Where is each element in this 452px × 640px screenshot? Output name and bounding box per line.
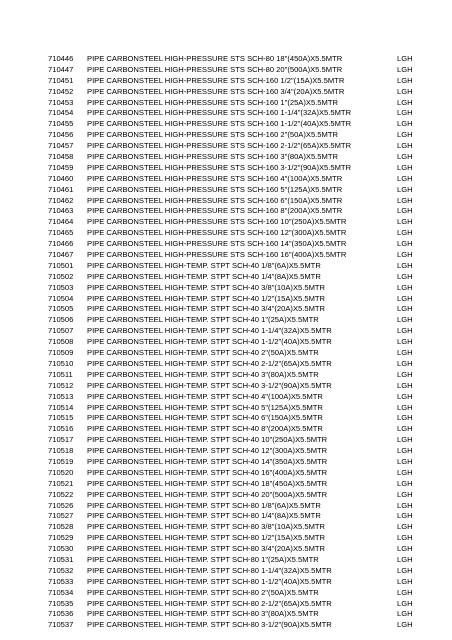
list-row: [0, 359, 452, 370]
list-row: [0, 54, 452, 65]
list-row: [0, 577, 452, 588]
item-unit: LGH: [397, 576, 413, 586]
list-row: [0, 609, 452, 620]
item-unit: LGH: [397, 587, 413, 597]
list-row: [0, 348, 452, 359]
list-row: [0, 522, 452, 533]
item-unit: LGH: [397, 380, 413, 390]
item-unit: LGH: [397, 511, 413, 521]
list-row: [0, 457, 452, 468]
item-unit: LGH: [397, 413, 413, 423]
list-row: [0, 163, 452, 174]
item-description: PIPE CARBONSTEEL HIGH-TEMP. STPT SCH-40 1/4"(8A)X5.5MTR: [87, 271, 321, 281]
item-description: PIPE CARBONSTEEL HIGH-TEMP. STPT SCH-40 3/8"(10A)X5.5MTR: [87, 282, 326, 292]
item-description: PIPE CARBONSTEEL HIGH-TEMP. STPT SCH-80 3/4"(20A)X5.5MTR: [87, 544, 326, 554]
item-description: PIPE CARBONSTEEL HIGH-TEMP. STPT SCH-40 12"(300A)X5.5MTR: [87, 446, 328, 456]
item-description: PIPE CARBONSTEEL HIGH-TEMP. STPT SCH-80 3-1/2"(90A)X5.5MTR: [87, 620, 332, 630]
item-code: 710457: [48, 141, 74, 151]
item-code: 710520: [48, 467, 74, 477]
item-unit: LGH: [397, 315, 413, 325]
list-row: [0, 239, 452, 250]
item-code: 710513: [48, 391, 74, 401]
item-code: 710461: [48, 184, 74, 194]
item-unit: LGH: [397, 609, 413, 619]
list-row: [0, 620, 452, 631]
list-row: [0, 370, 452, 381]
list-row: [0, 490, 452, 501]
item-description: PIPE CARBONSTEEL HIGH-TEMP. STPT SCH-40 8"(200A)X5.5MTR: [87, 424, 323, 434]
item-code: 710526: [48, 500, 74, 510]
item-code: 710537: [48, 620, 74, 630]
item-code: 710453: [48, 97, 74, 107]
item-code: 710532: [48, 565, 74, 575]
list-row: [0, 108, 452, 119]
list-row: [0, 250, 452, 261]
item-description: PIPE CARBONSTEEL HIGH-TEMP. STPT SCH-80 1/8"(6A)X5.5MTR: [87, 500, 321, 510]
item-description: PIPE CARBONSTEEL HIGH-TEMP. STPT SCH-40 1"(25A)X5.5MTR: [87, 315, 319, 325]
item-code: 710467: [48, 250, 74, 260]
item-description: PIPE CARBONSTEEL HIGH-PRESSURE STS SCH-160 1-1/4"(32A)X5.5MTR: [87, 108, 352, 118]
item-code: 710517: [48, 435, 74, 445]
item-unit: LGH: [397, 250, 413, 260]
item-unit: LGH: [397, 152, 413, 162]
item-code: 710504: [48, 293, 74, 303]
item-code: 710464: [48, 217, 74, 227]
item-unit: LGH: [397, 348, 413, 358]
list-row: [0, 87, 452, 98]
item-description: PIPE CARBONSTEEL HIGH-PRESSURE STS SCH-160 10"(250A)X5.5MTR: [87, 217, 347, 227]
item-code: 710534: [48, 587, 74, 597]
item-unit: LGH: [397, 282, 413, 292]
item-description: PIPE CARBONSTEEL HIGH-PRESSURE STS SCH-160 2-1/2"(65A)X5.5MTR: [87, 141, 352, 151]
item-code: 710459: [48, 162, 74, 172]
item-description: PIPE CARBONSTEEL HIGH-TEMP. STPT SCH-40 1/8"(6A)X5.5MTR: [87, 260, 321, 270]
list-row: [0, 446, 452, 457]
list-row: [0, 424, 452, 435]
item-unit: LGH: [397, 162, 413, 172]
item-unit: LGH: [397, 195, 413, 205]
list-row: [0, 435, 452, 446]
item-description: PIPE CARBONSTEEL HIGH-PRESSURE STS SCH-160 8"(200A)X5.5MTR: [87, 206, 343, 216]
list-row: [0, 392, 452, 403]
item-unit: LGH: [397, 337, 413, 347]
item-description: PIPE CARBONSTEEL HIGH-PRESSURE STS SCH-160 1"(25A)X5.5MTR: [87, 97, 338, 107]
item-unit: LGH: [397, 565, 413, 575]
list-row: [0, 65, 452, 76]
item-code: 710503: [48, 282, 74, 292]
list-row: [0, 185, 452, 196]
item-code: 710447: [48, 64, 74, 74]
item-code: 710508: [48, 337, 74, 347]
item-unit: LGH: [397, 184, 413, 194]
item-description: PIPE CARBONSTEEL HIGH-TEMP. STPT SCH-80 1"(25A)X5.5MTR: [87, 554, 319, 564]
list-row: [0, 119, 452, 130]
item-description: PIPE CARBONSTEEL HIGH-TEMP. STPT SCH-40 1/2"(15A)X5.5MTR: [87, 293, 326, 303]
item-code: 710510: [48, 358, 74, 368]
item-code: 710451: [48, 75, 74, 85]
item-unit: LGH: [397, 598, 413, 608]
item-unit: LGH: [397, 141, 413, 151]
item-unit: LGH: [397, 391, 413, 401]
item-code: 710511: [48, 369, 73, 379]
item-unit: LGH: [397, 358, 413, 368]
item-unit: LGH: [397, 489, 413, 499]
item-code: 710509: [48, 348, 74, 358]
item-description: PIPE CARBONSTEEL HIGH-TEMP. STPT SCH-40 3/4"(20A)X5.5MTR: [87, 304, 326, 314]
item-description: PIPE CARBONSTEEL HIGH-TEMP. STPT SCH-40 14"(350A)X5.5MTR: [87, 456, 328, 466]
item-code: 710466: [48, 239, 74, 249]
item-code: 710456: [48, 130, 74, 140]
item-description: PIPE CARBONSTEEL HIGH-TEMP. STPT SCH-40 4"(100A)X5.5MTR: [87, 391, 323, 401]
item-code: 710519: [48, 456, 74, 466]
item-description: PIPE CARBONSTEEL HIGH-PRESSURE STS SCH-160 3"(80A)X5.5MTR: [87, 152, 338, 162]
item-unit: LGH: [397, 435, 413, 445]
item-unit: LGH: [397, 130, 413, 140]
item-code: 710521: [48, 478, 74, 488]
list-row: [0, 566, 452, 577]
list-row: [0, 599, 452, 610]
item-unit: LGH: [397, 97, 413, 107]
item-code: 710452: [48, 86, 74, 96]
list-row: [0, 479, 452, 490]
item-description: PIPE CARBONSTEEL HIGH-TEMP. STPT SCH-40 3-1/2"(90A)X5.5MTR: [87, 380, 332, 390]
list-row: [0, 283, 452, 294]
item-unit: LGH: [397, 554, 413, 564]
list-row: [0, 141, 452, 152]
item-code: 710516: [48, 424, 74, 434]
item-description: PIPE CARBONSTEEL HIGH-TEMP. STPT SCH-40 2-1/2"(65A)X5.5MTR: [87, 358, 332, 368]
item-unit: LGH: [397, 446, 413, 456]
list-row: [0, 588, 452, 599]
item-code: 710518: [48, 446, 74, 456]
item-unit: LGH: [397, 206, 413, 216]
list-row: [0, 468, 452, 479]
item-unit: LGH: [397, 522, 413, 532]
item-description: PIPE CARBONSTEEL HIGH-TEMP. STPT SCH-80 3/8"(10A)X5.5MTR: [87, 522, 326, 532]
item-code: 710515: [48, 413, 74, 423]
item-unit: LGH: [397, 239, 413, 249]
list-row: [0, 152, 452, 163]
item-code: 710463: [48, 206, 74, 216]
item-unit: LGH: [397, 478, 413, 488]
item-unit: LGH: [397, 260, 413, 270]
item-code: 710527: [48, 511, 74, 521]
item-description: PIPE CARBONSTEEL HIGH-PRESSURE STS SCH-80 18"(450A)X5.5MTR: [87, 54, 343, 63]
item-description: PIPE CARBONSTEEL HIGH-TEMP. STPT SCH-40 3"(80A)X5.5MTR: [87, 369, 319, 379]
list-row: [0, 544, 452, 555]
item-unit: LGH: [397, 620, 413, 630]
item-code: 710536: [48, 609, 74, 619]
item-code: 710465: [48, 228, 74, 238]
item-description: PIPE CARBONSTEEL HIGH-TEMP. STPT SCH-40 6"(150A)X5.5MTR: [87, 413, 323, 423]
item-unit: LGH: [397, 500, 413, 510]
item-description: PIPE CARBONSTEEL HIGH-TEMP. STPT SCH-80 1-1/4"(32A)X5.5MTR: [87, 565, 332, 575]
item-description: PIPE CARBONSTEEL HIGH-PRESSURE STS SCH-160 1/2"(15A)X5.5MTR: [87, 75, 345, 85]
item-description: PIPE CARBONSTEEL HIGH-TEMP. STPT SCH-80 1-1/2"(40A)X5.5MTR: [87, 576, 332, 586]
item-unit: LGH: [397, 119, 413, 129]
item-code: 710514: [48, 402, 74, 412]
item-unit: LGH: [397, 217, 413, 227]
item-description: PIPE CARBONSTEEL HIGH-PRESSURE STS SCH-160 6"(150A)X5.5MTR: [87, 195, 343, 205]
item-code: 710502: [48, 271, 74, 281]
item-code: 710462: [48, 195, 74, 205]
list-row: [0, 217, 452, 228]
item-description: PIPE CARBONSTEEL HIGH-TEMP. STPT SCH-40 20"(500A)X5.5MTR: [87, 489, 328, 499]
list-row: [0, 501, 452, 512]
item-description: PIPE CARBONSTEEL HIGH-PRESSURE STS SCH-160 16"(400A)X5.5MTR: [87, 250, 347, 260]
list-row: [0, 326, 452, 337]
item-unit: LGH: [397, 75, 413, 85]
item-code: 710533: [48, 576, 74, 586]
item-code: 710530: [48, 544, 74, 554]
item-code: 710528: [48, 522, 74, 532]
list-row: [0, 130, 452, 141]
item-description: PIPE CARBONSTEEL HIGH-PRESSURE STS SCH-160 3/4"(20A)X5.5MTR: [87, 86, 345, 96]
item-unit: LGH: [397, 108, 413, 118]
item-description: PIPE CARBONSTEEL HIGH-TEMP. STPT SCH-40 18"(450A)X5.5MTR: [87, 478, 328, 488]
item-description: PIPE CARBONSTEEL HIGH-TEMP. STPT SCH-80 1/4"(8A)X5.5MTR: [87, 511, 321, 521]
item-unit: LGH: [397, 271, 413, 281]
item-description: PIPE CARBONSTEEL HIGH-PRESSURE STS SCH-160 12"(300A)X5.5MTR: [87, 228, 347, 238]
item-code: 710458: [48, 152, 74, 162]
list-row: [0, 174, 452, 185]
item-unit: LGH: [397, 173, 413, 183]
item-unit: LGH: [397, 402, 413, 412]
item-description: PIPE CARBONSTEEL HIGH-TEMP. STPT SCH-80 2"(50A)X5.5MTR: [87, 587, 319, 597]
item-description: PIPE CARBONSTEEL HIGH-TEMP. STPT SCH-40 2"(50A)X5.5MTR: [87, 348, 319, 358]
item-code: 710529: [48, 533, 74, 543]
item-code: 710512: [48, 380, 74, 390]
item-description: PIPE CARBONSTEEL HIGH-TEMP. STPT SCH-40 5"(125A)X5.5MTR: [87, 402, 323, 412]
list-row: [0, 413, 452, 424]
list-row: [0, 206, 452, 217]
list-row: [0, 337, 452, 348]
list-row: [0, 98, 452, 109]
list-row: [0, 555, 452, 566]
item-description: PIPE CARBONSTEEL HIGH-TEMP. STPT SCH-40 16"(400A)X5.5MTR: [87, 467, 328, 477]
item-code: 710455: [48, 119, 74, 129]
item-description: PIPE CARBONSTEEL HIGH-PRESSURE STS SCH-160 4"(100A)X5.5MTR: [87, 173, 343, 183]
item-unit: LGH: [397, 228, 413, 238]
item-description: PIPE CARBONSTEEL HIGH-PRESSURE STS SCH-160 3-1/2"(90A)X5.5MTR: [87, 162, 352, 172]
list-row: [0, 272, 452, 283]
item-description: PIPE CARBONSTEEL HIGH-PRESSURE STS SCH-160 2"(50A)X5.5MTR: [87, 130, 338, 140]
item-unit: LGH: [397, 326, 413, 336]
item-description: PIPE CARBONSTEEL HIGH-TEMP. STPT SCH-40 10"(250A)X5.5MTR: [87, 435, 328, 445]
item-description: PIPE CARBONSTEEL HIGH-TEMP. STPT SCH-80 3"(80A)X5.5MTR: [87, 609, 319, 619]
list-row: [0, 228, 452, 239]
list-row: [0, 261, 452, 272]
item-unit: LGH: [397, 533, 413, 543]
item-code: 710501: [48, 260, 74, 270]
list-row: [0, 403, 452, 414]
item-unit: LGH: [397, 86, 413, 96]
item-code: 710446: [48, 54, 74, 63]
item-unit: LGH: [397, 369, 413, 379]
list-row: [0, 315, 452, 326]
item-code: 710535: [48, 598, 74, 608]
item-list: [0, 54, 452, 631]
item-description: PIPE CARBONSTEEL HIGH-PRESSURE STS SCH-160 1-1/2"(40A)X5.5MTR: [87, 119, 352, 129]
item-unit: LGH: [397, 54, 413, 63]
item-unit: LGH: [397, 544, 413, 554]
list-row: [0, 304, 452, 315]
item-code: 710460: [48, 173, 74, 183]
list-row: [0, 533, 452, 544]
item-unit: LGH: [397, 467, 413, 477]
item-description: PIPE CARBONSTEEL HIGH-TEMP. STPT SCH-40 1-1/2"(40A)X5.5MTR: [87, 337, 332, 347]
item-description: PIPE CARBONSTEEL HIGH-PRESSURE STS SCH-160 14"(350A)X5.5MTR: [87, 239, 347, 249]
list-row: [0, 294, 452, 305]
item-code: 710505: [48, 304, 74, 314]
list-row: [0, 76, 452, 87]
item-code: 710454: [48, 108, 74, 118]
list-row: [0, 381, 452, 392]
item-unit: LGH: [397, 304, 413, 314]
item-description: PIPE CARBONSTEEL HIGH-TEMP. STPT SCH-80 1/2"(15A)X5.5MTR: [87, 533, 326, 543]
item-description: PIPE CARBONSTEEL HIGH-PRESSURE STS SCH-80 20"(500A)X5.5MTR: [87, 64, 343, 74]
item-unit: LGH: [397, 456, 413, 466]
item-code: 710531: [48, 554, 74, 564]
list-row: [0, 196, 452, 207]
list-row: [0, 511, 452, 522]
item-code: 710522: [48, 489, 74, 499]
item-unit: LGH: [397, 424, 413, 434]
item-unit: LGH: [397, 293, 413, 303]
item-description: PIPE CARBONSTEEL HIGH-TEMP. STPT SCH-40 1-1/4"(32A)X5.5MTR: [87, 326, 332, 336]
item-description: PIPE CARBONSTEEL HIGH-TEMP. STPT SCH-80 2-1/2"(65A)X5.5MTR: [87, 598, 332, 608]
item-code: 710506: [48, 315, 74, 325]
item-unit: LGH: [397, 64, 413, 74]
item-description: PIPE CARBONSTEEL HIGH-PRESSURE STS SCH-160 5"(125A)X5.5MTR: [87, 184, 343, 194]
item-code: 710507: [48, 326, 74, 336]
